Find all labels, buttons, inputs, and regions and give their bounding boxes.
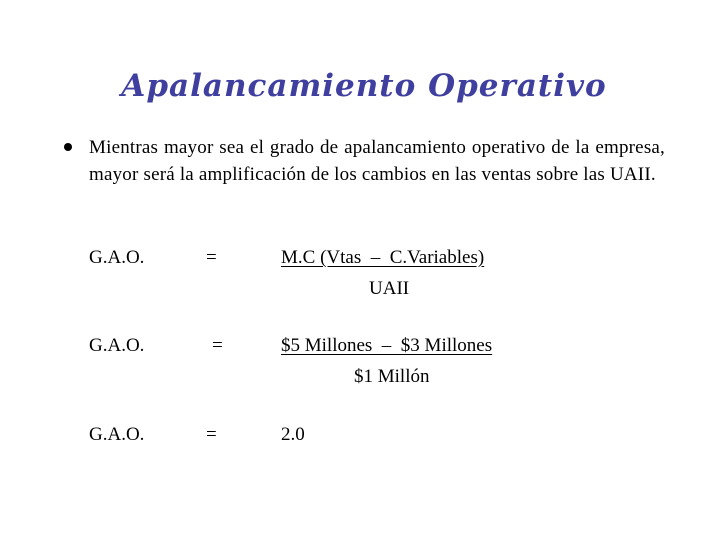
formula-result: 2.0 xyxy=(281,424,305,445)
formula-denominator: UAII xyxy=(369,278,410,299)
formula-numerator: $5 Millones – $3 Millones xyxy=(281,335,493,356)
formula-label: G.A.O. xyxy=(89,247,145,268)
bullet-paragraph: Mientras mayor sea el grado de apalancamiento operativo de la empresa, mayor será la amplificación de los cambios en las ventas sobre las UAII. xyxy=(89,137,665,185)
slide-title: Apalancamiento Operativo xyxy=(121,68,607,104)
formula-label: G.A.O. xyxy=(89,335,145,356)
formula-denominator: $1 Millón xyxy=(354,366,430,387)
formula-numerator: M.C (Vtas – C.Variables) xyxy=(281,247,485,268)
equals-sign: = xyxy=(206,424,217,445)
equals-sign: = xyxy=(206,247,217,268)
bullet-icon xyxy=(62,141,76,155)
equals-sign: = xyxy=(212,335,223,356)
formula-label: G.A.O. xyxy=(89,424,145,445)
